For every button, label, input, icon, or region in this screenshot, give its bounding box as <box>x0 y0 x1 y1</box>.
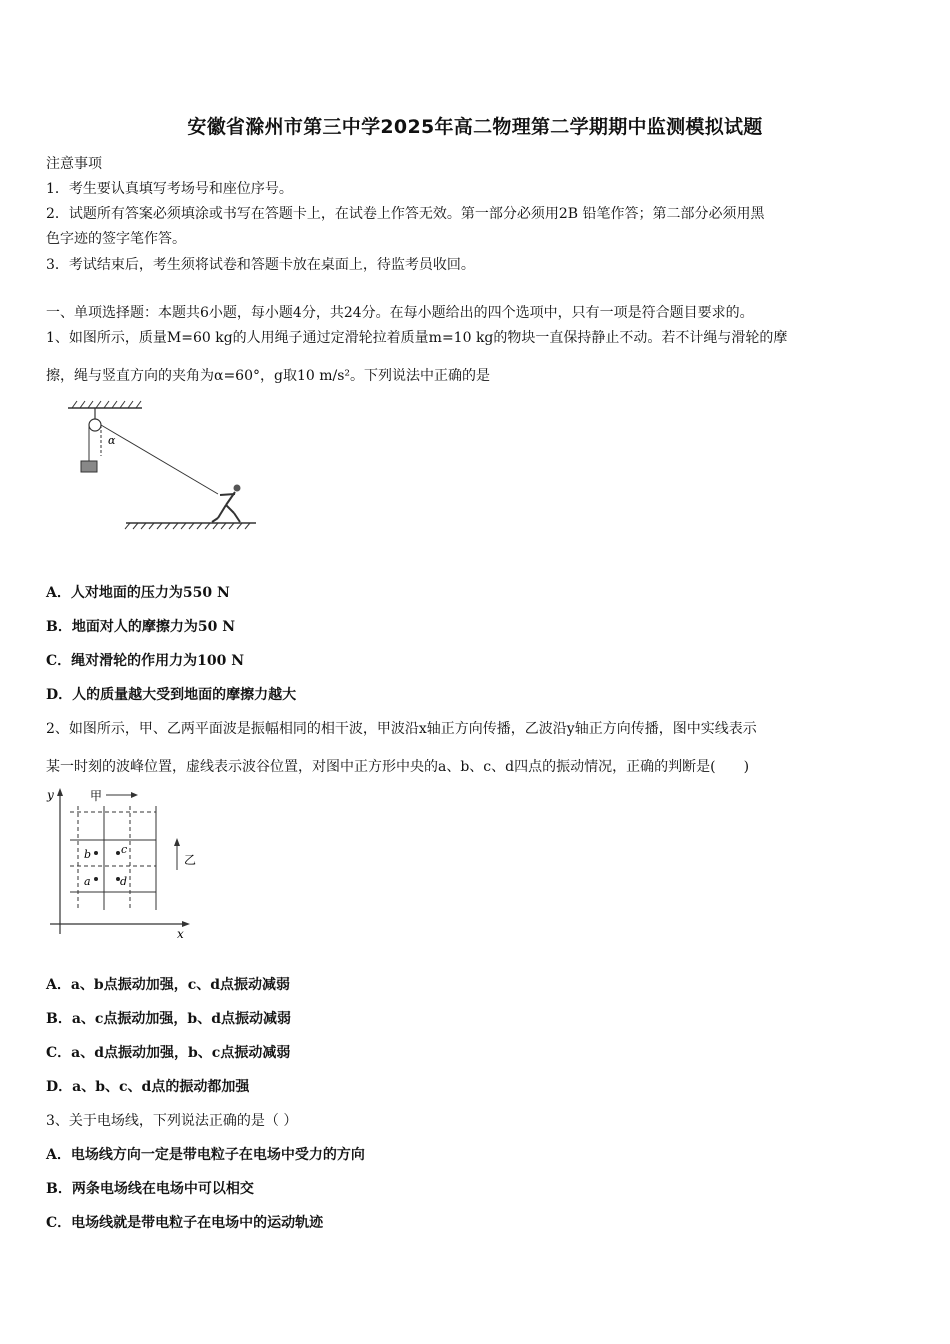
wave-jia-label: 甲 <box>90 789 103 803</box>
x-axis-label: x <box>177 927 184 941</box>
notice-item-1: 1．考生要认真填写考场号和座位序号。 <box>46 181 293 197</box>
arrow-right-icon <box>131 792 138 798</box>
person-icon <box>212 485 241 523</box>
q1-pulley-figure <box>60 398 260 533</box>
q3-stem: 3、关于电场线，下列说法正确的是（ ） <box>46 1113 298 1129</box>
notice-item-3: 3．考试结束后，考生须将试卷和答题卡放在桌面上，待监考员收回。 <box>46 257 475 273</box>
q2-option-c: C．a、d点振动加强，b、c点振动减弱 <box>46 1045 291 1061</box>
q1-angle-label: α <box>108 434 116 447</box>
q1-option-d: D．人的质量越大受到地面的摩擦力越大 <box>46 687 297 703</box>
wave-yi-label: 乙 <box>184 853 197 867</box>
q1-stem-line2: 擦，绳与竖直方向的夹角为α=60°，g取10 m/s²。下列说法中正确的是 <box>46 368 491 384</box>
arrow-up-icon <box>174 838 180 846</box>
page-title: 安徽省滁州市第三中学2025年高二物理第二学期期中监测模拟试题 <box>187 116 763 138</box>
q2-stem-line1: 2、如图所示，甲、乙两平面波是振幅相同的相干波，甲波沿x轴正方向传播，乙波沿y轴正方向传播，图中实线表示 <box>46 721 757 737</box>
q2-stem-line2: 某一时刻的波峰位置，虚线表示波谷位置，对图中正方形中央的a、b、c、d四点的振动情况，正确的判断是( ) <box>46 759 750 775</box>
point-b-label: b <box>84 848 92 861</box>
q2-option-a: A．a、b点振动加强，c、d点振动减弱 <box>46 977 291 993</box>
notice-heading: 注意事项 <box>46 156 102 172</box>
y-axis-label: y <box>47 788 54 802</box>
point-d-label: d <box>120 875 128 888</box>
q2-option-b: B．a、c点振动加强，b、d点振动减弱 <box>46 1011 292 1027</box>
notice-item-2: 2．试题所有答案必须填涂或书写在答题卡上，在试卷上作答无效。第一部分必须用2B 铅笔作答；第二部分必须用黑 <box>46 206 765 222</box>
q3-option-a: A．电场线方向一定是带电粒子在电场中受力的方向 <box>46 1147 365 1163</box>
q1-option-b: B．地面对人的摩擦力为50 N <box>46 619 235 635</box>
q3-option-c: C．电场线就是带电粒子在电场中的运动轨迹 <box>46 1215 324 1231</box>
q3-option-b: B．两条电场线在电场中可以相交 <box>46 1181 254 1197</box>
point-c-label: c <box>121 843 128 856</box>
section-heading: 一、单项选择题：本题共6小题，每小题4分，共24分。在每小题给出的四个选项中，只有一项是符合题目要求的。 <box>46 305 754 321</box>
q1-option-c: C．绳对滑轮的作用力为100 N <box>46 653 245 669</box>
q2-wave-figure <box>44 786 204 944</box>
q2-option-d: D．a、b、c、d点的振动都加强 <box>46 1079 250 1095</box>
q1-stem-line1: 1、如图所示，质量M=60 kg的人用绳子通过定滑轮拉着质量m=10 kg的物块一直保持静止不动。若不计绳与滑轮的摩 <box>46 330 788 346</box>
notice-item-2-cont: 色字迹的签字笔作答。 <box>46 231 186 247</box>
point-a-label: a <box>84 875 91 888</box>
q1-option-a: A．人对地面的压力为550 N <box>46 585 230 601</box>
